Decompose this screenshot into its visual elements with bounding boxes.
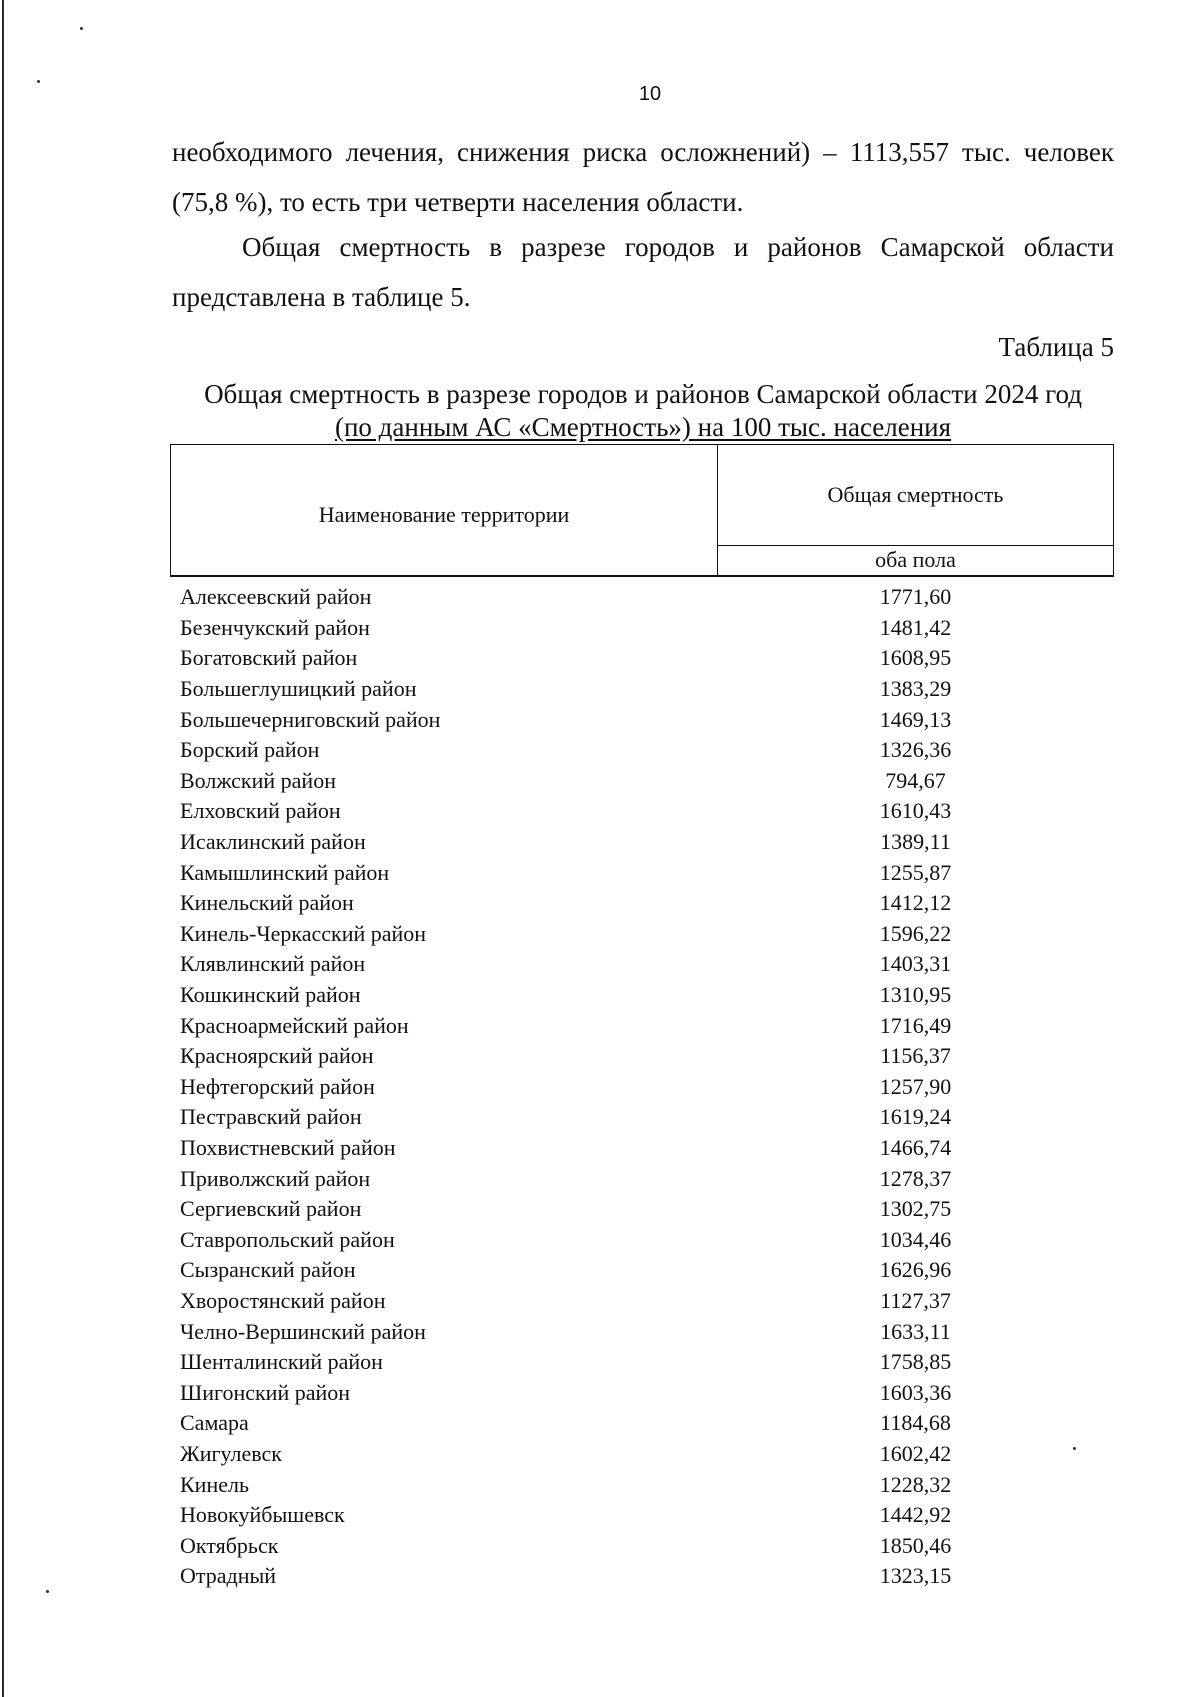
table-caption-line2: (по данным АС «Смертность») на 100 тыс. населения	[334, 412, 952, 442]
territory-name: Похвистневский район	[180, 1134, 396, 1160]
mortality-value: 1034,46	[879, 1226, 952, 1252]
territory-name: Камышлинский район	[180, 859, 390, 885]
table-body	[180, 582, 1114, 1592]
table-row	[180, 674, 1114, 705]
mortality-value: 1619,24	[879, 1104, 952, 1130]
territory-name: Кинель	[180, 1471, 249, 1497]
table-row	[180, 1530, 1114, 1561]
territory-name: Борский район	[180, 737, 320, 763]
table-row	[180, 919, 1114, 950]
territory-name: Большеглушицкий район	[180, 676, 417, 702]
table-row	[180, 827, 1114, 858]
mortality-value: 794,67	[885, 767, 946, 793]
mortality-value: 1610,43	[879, 798, 952, 824]
table-caption-line1: Общая смертность в разрезе городов и районов Самарской области 2024 год	[204, 379, 1082, 409]
table-header	[170, 444, 1114, 577]
table-row	[180, 980, 1114, 1011]
table-row	[180, 1377, 1114, 1408]
table-row	[180, 1347, 1114, 1378]
table-row	[180, 1316, 1114, 1347]
mortality-value: 1481,42	[879, 614, 952, 640]
mortality-value: 1771,60	[879, 584, 952, 610]
mortality-value: 1255,87	[879, 859, 952, 885]
table-row	[180, 949, 1114, 980]
territory-name: Кошкинский район	[180, 982, 361, 1008]
table-row	[180, 735, 1114, 766]
mortality-value: 1156,37	[880, 1043, 951, 1069]
mortality-value: 1383,29	[879, 676, 952, 702]
table-row	[180, 1286, 1114, 1317]
territory-name: Богатовский район	[180, 645, 358, 671]
territory-name: Шигонский район	[180, 1379, 351, 1405]
mortality-value: 1442,92	[879, 1502, 952, 1528]
table-row	[180, 1163, 1114, 1194]
table-row	[180, 1133, 1114, 1164]
mortality-value: 1608,95	[879, 645, 952, 671]
table-row	[180, 1408, 1114, 1439]
territory-name: Алексеевский район	[180, 584, 372, 610]
mortality-value: 1310,95	[879, 982, 952, 1008]
territory-name: Красноармейский район	[180, 1012, 409, 1038]
territory-name: Сергиевский район	[180, 1196, 362, 1222]
territory-name: Сызранский район	[180, 1257, 356, 1283]
header-mortality: Общая смертность	[718, 445, 1113, 546]
territory-name: Клявлинский район	[180, 951, 366, 977]
mortality-value: 1466,74	[879, 1134, 952, 1160]
table-row	[180, 1010, 1114, 1041]
header-both-sexes: оба пола	[875, 547, 956, 572]
table-row	[180, 1255, 1114, 1286]
territory-name: Красноярский район	[180, 1043, 374, 1069]
page-number: 10	[638, 83, 662, 105]
table-row	[180, 1194, 1114, 1225]
table-row	[180, 1469, 1114, 1500]
territory-name: Ставропольский район	[180, 1226, 395, 1252]
territory-name: Хворостянский район	[180, 1287, 386, 1313]
mortality-value: 1603,36	[879, 1379, 952, 1405]
header-territory: Наименование территории	[171, 445, 718, 575]
territory-name: Елховский район	[180, 798, 341, 824]
table-row	[180, 1561, 1114, 1592]
table-row	[180, 1041, 1114, 1072]
scan-speck	[46, 1590, 49, 1593]
mortality-value: 1323,15	[879, 1563, 952, 1589]
territory-name: Самара	[180, 1410, 249, 1436]
table-row	[180, 766, 1114, 797]
table-row	[180, 704, 1114, 735]
mortality-value: 1469,13	[879, 706, 952, 732]
mortality-value: 1758,85	[879, 1349, 952, 1375]
mortality-value: 1228,32	[879, 1471, 952, 1497]
table-label: Таблица 5	[998, 332, 1114, 362]
paragraph-continuation: необходимого лечения, снижения риска осложнений) – 1113,557 тыс. человек (75,8 %), то есть три четверти населения области.	[172, 137, 1114, 217]
scan-left-edge	[2, 0, 4, 1697]
territory-name: Жигулевск	[180, 1440, 282, 1466]
mortality-value: 1626,96	[879, 1257, 952, 1283]
territory-name: Большечерниговский район	[180, 706, 441, 732]
territory-name: Безенчукский район	[180, 614, 370, 640]
table-row	[180, 1072, 1114, 1103]
mortality-value: 1302,75	[879, 1196, 952, 1222]
mortality-value: 1278,37	[879, 1165, 952, 1191]
table-row	[180, 888, 1114, 919]
mortality-value: 1389,11	[880, 829, 951, 855]
territory-name: Приволжский район	[180, 1165, 371, 1191]
table-row	[180, 582, 1114, 613]
paragraph-table-intro: Общая смертность в разрезе городов и районов Самарской области представлена в таблице 5.	[172, 232, 1114, 312]
mortality-value: 1602,42	[879, 1440, 952, 1466]
mortality-value: 1326,36	[879, 737, 952, 763]
territory-name: Отрадный	[180, 1563, 277, 1589]
mortality-value: 1412,12	[879, 890, 952, 916]
scan-speck	[80, 27, 83, 30]
table-row	[180, 613, 1114, 644]
mortality-value: 1403,31	[879, 951, 952, 977]
mortality-value: 1716,49	[879, 1012, 952, 1038]
territory-name: Исаклинский район	[180, 829, 366, 855]
table-row	[180, 1224, 1114, 1255]
mortality-value: 1596,22	[879, 920, 952, 946]
table-row	[180, 1439, 1114, 1470]
mortality-value: 1184,68	[880, 1410, 951, 1436]
mortality-value: 1850,46	[879, 1532, 952, 1558]
territory-name: Новокуйбышевск	[180, 1502, 345, 1528]
territory-name: Пестравский район	[180, 1104, 362, 1130]
territory-name: Нефтегорский район	[180, 1073, 375, 1099]
table-row	[180, 1500, 1114, 1531]
territory-name: Октябрьск	[180, 1532, 279, 1558]
mortality-value: 1127,37	[880, 1287, 951, 1313]
table-row	[180, 643, 1114, 674]
table-row	[180, 796, 1114, 827]
table-caption	[172, 378, 1114, 444]
territory-name: Волжский район	[180, 767, 336, 793]
territory-name: Кинель-Черкасский район	[180, 920, 427, 946]
mortality-value: 1257,90	[879, 1073, 952, 1099]
table-row	[180, 857, 1114, 888]
mortality-value: 1633,11	[880, 1318, 951, 1344]
table-row	[180, 1102, 1114, 1133]
territory-name: Кинельский район	[180, 890, 354, 916]
territory-name: Челно-Вершинский район	[180, 1318, 426, 1344]
territory-name: Шенталинский район	[180, 1349, 383, 1375]
